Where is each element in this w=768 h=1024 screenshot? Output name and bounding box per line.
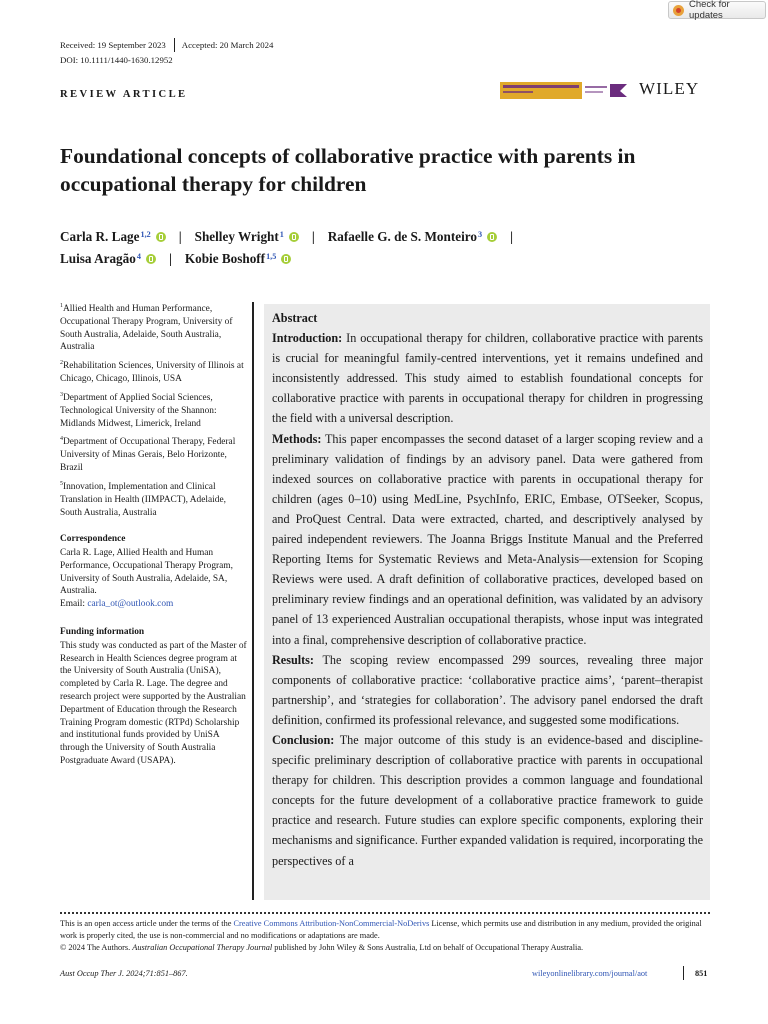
orcid-icon[interactable] <box>146 254 156 264</box>
orcid-icon[interactable] <box>289 232 299 242</box>
abstract-heading: Abstract <box>272 311 318 325</box>
author-separator: | <box>311 229 315 244</box>
article-title: Foundational concepts of collaborative practice with parents in occupational therapy for children <box>60 144 636 196</box>
abstract-conclusion: Conclusion: The major outcome of this study is an evidence-based and discipline-specific preliminary description of collaborative practice with parents in occupational therapy for children. This description provides a common language and foundational concepts for the future development of a collaborative practice framework to guide practice and research. Future studies can explore specific components, exploring their mechanisms and significance. Further expanded validation is required, incorporating the perspectives of a <box>272 732 703 868</box>
abstract-results: Results: The scoping review encompassed 299 sources, revealing three major components of collaborative practice: ‘collaborative practice aims’, ‘parent–therapist partnership’, and ‘strategies for collaboration’. The advisory panel endorsed the draft definition, confirmed its professional relevance, and suggested some modifications. <box>272 652 703 727</box>
page-number: 851 <box>695 969 708 978</box>
orcid-icon[interactable] <box>487 232 497 242</box>
author-list-line2 <box>60 251 291 267</box>
author-separator: | <box>178 229 182 244</box>
abstract-box <box>264 304 710 900</box>
author-affiliation-sup: 3 <box>477 229 483 239</box>
author-name[interactable]: Shelley Wright <box>194 229 279 244</box>
copyright-text: © 2024 The Authors. Australian Occupational Therapy Journal published by John Wiley & Sons Australia, Ltd on behalf of Occupational Therapy Australia. <box>60 943 584 953</box>
abstract-methods: Methods: This paper encompasses the second dataset of a larger scoping review and a preliminary validation of findings by an advisory panel. Data were gathered from indexed sources on collaborative practice with parents in occupational therapy for children (ages 0–10) using MedLine, PsychInfo, ERIC, Embase, OTSeeker, Scopus, and ProQuest Central. Data were extracted, charted, and descriptively analysed by paired independent reviewers. The Joanna Briggs Institute Manual and the Preferred Reporting Items for Systematic Reviews and Meta-Analysis—extension for Scoping Reviews were used. A draft definition of collaborative practices, developed based on preliminary review findings and an operational definition, was validated by an advisory panel of 13 experienced Australian occupational therapists, whose input was integrated into a final, comprehensive description of collaborative practice. <box>272 431 703 647</box>
article-type: REVIEW ARTICLE <box>60 89 188 100</box>
column-divider <box>252 302 254 900</box>
doi: DOI: 10.1111/1440-1630.12952 <box>60 55 173 65</box>
publisher-logo: WILEY <box>639 79 700 98</box>
author-list-line1 <box>60 229 526 245</box>
date-divider <box>174 38 175 52</box>
correspondence-heading: Correspondence <box>60 534 126 545</box>
affiliation: $^1$Allied Health and Human Performance, Occupational Therapy Program, University of South Australia, Adelaide, South Australia, Australia <box>60 303 233 353</box>
check-for-updates-button[interactable] <box>668 1 766 19</box>
author-affiliation-sup: 1,2 <box>140 229 151 239</box>
author-separator: | <box>510 229 513 244</box>
affiliations-column <box>60 302 250 768</box>
correspondence-text: Carla R. Lage, Allied Health and Human Performance, Occupational Therapy Program, University of South Australia, Adelaide, SA, Australia. <box>60 548 233 597</box>
journal-logo <box>500 82 628 99</box>
abstract-introduction: Introduction: In occupational therapy for children, collaborative practice with parents is crucial for meaningful family-centred interventions, yet it remains undefined and inconsistently addressed. This study aimed to establish foundational concepts for collaborative practice with parents in occupational therapy for children in progressing the field with a universal description. <box>272 331 703 426</box>
author-name[interactable]: Kobie Boshoff <box>184 251 266 266</box>
license-link[interactable]: Creative Commons Attribution-NonCommercial-NoDerivs <box>233 919 430 928</box>
affiliation: $^5$Innovation, Implementation and Clinical Translation in Health (IIMPACT), Adelaide, South Australia, Australia <box>60 480 226 518</box>
orcid-icon[interactable] <box>156 232 166 242</box>
affiliation: $^2$Rehabilitation Sciences, University of Illinois at Chicago, Chicago, Illinois, USA <box>60 360 244 385</box>
accepted-date: Accepted: 20 March 2024 <box>181 40 274 50</box>
author-affiliation-sup: 4 <box>136 251 141 261</box>
email-link[interactable]: carla_ot@outlook.com <box>87 599 174 610</box>
footer-separator <box>683 966 684 980</box>
license-notice <box>60 918 710 954</box>
author-affiliation-sup: 1,5 <box>266 251 277 261</box>
author-name[interactable]: Carla R. Lage <box>60 229 140 244</box>
funding-text: This study was conducted as part of the Master of Research in Health Sciences degree program at the University of South Australia (UniSA), completed by Carla R. Lage. The degree and research project were supported by the Australian Department of Education through the Research Training Program domestic (RTPd) Scholarship and institutional funds provided by UniSA through the University of South Australia Postgraduate Award (USAPA). <box>60 640 247 766</box>
affiliation: $^4$Department of Occupational Therapy, Federal University of Minas Gerais, Belo Horizonte, Brazil <box>60 436 236 474</box>
crossmark-icon <box>673 5 684 16</box>
article-dates <box>60 38 273 52</box>
author-affiliation-sup: 1 <box>279 229 284 239</box>
check-for-updates-label: Check for updates <box>689 0 730 21</box>
author-separator: | <box>168 251 172 266</box>
author-name[interactable]: Luisa Aragão <box>60 251 136 266</box>
footer-citation: Aust Occup Ther J. 2024;71:851–867. <box>60 969 188 978</box>
orcid-icon[interactable] <box>281 254 291 264</box>
license-text: This is an open access article under the terms of the Creative Commons Attribution-NonCommercial-NoDerivs License, which permits use and distribution in any medium, provided the original work is properly cited, the use is non-commercial and no modifications or adaptations are made. <box>60 919 702 941</box>
received-date: Received: 19 September 2023 <box>60 40 166 50</box>
affiliation: $^3$Department of Applied Social Sciences, Technological University of the Shannon: Midlands Midwest, Limerick, Ireland <box>60 391 217 429</box>
funding-heading: Funding information <box>60 627 145 638</box>
author-name[interactable]: Rafaelle G. de S. Monteiro <box>327 229 477 244</box>
footer-divider <box>60 912 710 914</box>
correspondence-email: Email: carla_ot@outlook.com <box>60 599 174 610</box>
journal-url-link[interactable]: wileyonlinelibrary.com/journal/aot <box>532 969 648 978</box>
